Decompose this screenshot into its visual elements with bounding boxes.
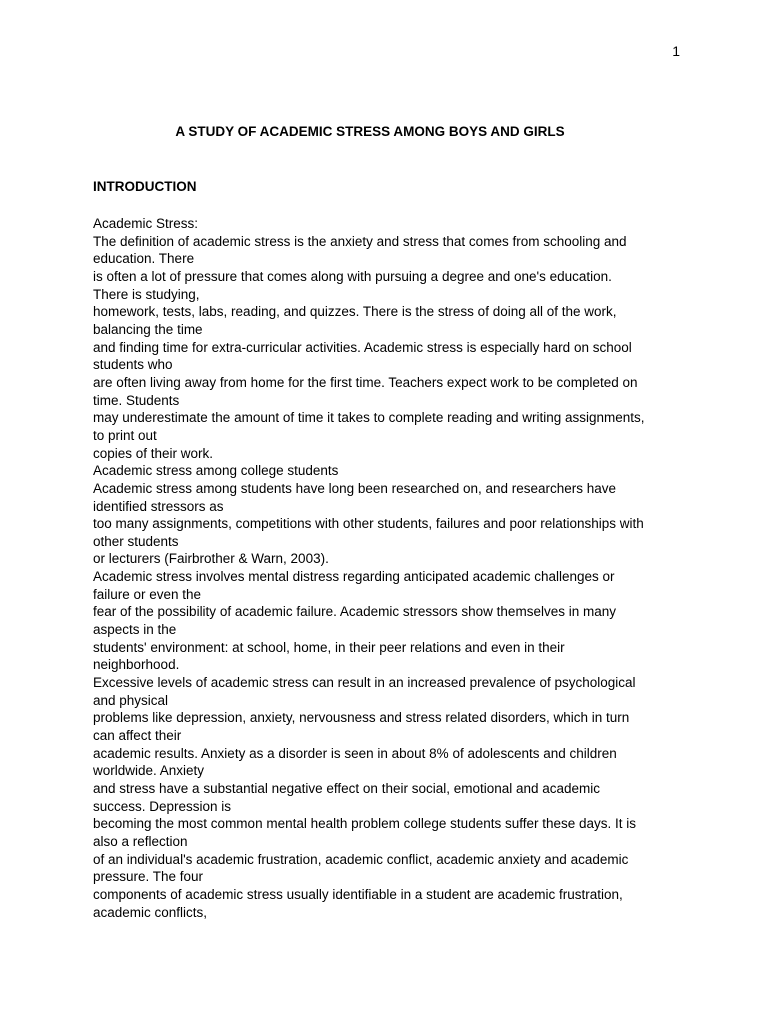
text-line: students who bbox=[93, 357, 173, 373]
text-line: academic conflicts, bbox=[93, 904, 208, 920]
text-line: and stress have a substantial negative effect on their social, emotional and academic bbox=[93, 781, 601, 796]
text-line: components of academic stress usually identifiable in a student are academic frustration, bbox=[93, 886, 623, 902]
text-line: becoming the most common mental health problem college students suffer these days. It is bbox=[93, 816, 637, 832]
text-line: success. Depression is bbox=[93, 798, 232, 814]
text-line: may underestimate the amount of time it takes to complete reading and writing assignments, bbox=[93, 410, 645, 426]
text-line: and physical bbox=[93, 692, 169, 708]
text-line: to print out bbox=[93, 427, 157, 443]
text-line: too many assignments, competitions with other students, failures and poor relationships with bbox=[93, 516, 644, 532]
text-line: can affect their bbox=[93, 728, 182, 744]
text-line: There is studying, bbox=[93, 286, 200, 302]
text-line: fear of the possibility of academic failure. Academic stressors show themselves in many bbox=[93, 604, 616, 620]
text-line: time. Students bbox=[93, 392, 180, 408]
text-line: homework, tests, labs, reading, and quizzes. There is the stress of doing all of the work, bbox=[93, 304, 617, 320]
text-line: Academic stress among students have long been researched on, and researchers have bbox=[93, 480, 617, 496]
text-line: other students bbox=[93, 533, 179, 549]
text-line: aspects in the bbox=[93, 622, 177, 638]
text-line: Academic stress among college students bbox=[93, 463, 339, 479]
text-line: education. There bbox=[93, 251, 195, 267]
text-line: of an individual's academic frustration, academic conflict, academic anxiety and academic bbox=[93, 851, 629, 867]
text-line: pressure. The four bbox=[93, 869, 204, 885]
text-line: is often a lot of pressure that comes along with pursuing a degree and one's education. bbox=[93, 268, 612, 284]
text-line: or lecturers (Fairbrother & Warn, 2003). bbox=[93, 551, 329, 567]
text-line: Academic stress involves mental distress regarding anticipated academic challenges or bbox=[93, 569, 615, 585]
text-line: The definition of academic stress is the anxiety and stress that comes from schooling and bbox=[93, 233, 627, 249]
section-heading-introduction: INTRODUCTION bbox=[93, 179, 197, 194]
document-title: A STUDY OF ACADEMIC STRESS AMONG BOYS AND GIRLS bbox=[175, 124, 565, 139]
text-line: are often living away from home for the first time. Teachers expect work to be completed on bbox=[93, 374, 638, 390]
text-line: copies of their work. bbox=[93, 445, 214, 461]
text-line: identified stressors as bbox=[93, 498, 224, 514]
text-line: worldwide. Anxiety bbox=[93, 763, 205, 779]
text-line: and finding time for extra-curricular activities. Academic stress is especially hard on school bbox=[93, 339, 632, 355]
text-line: balancing the time bbox=[93, 321, 203, 337]
text-line: students' environment: at school, home, in their peer relations and even in their bbox=[93, 639, 565, 655]
page-number: 1 bbox=[672, 43, 680, 59]
text-line: problems like depression, anxiety, nervousness and stress related disorders, which in turn bbox=[93, 710, 630, 726]
text-line: Academic Stress: bbox=[93, 216, 199, 231]
text-line: academic results. Anxiety as a disorder is seen in about 8% of adolescents and children bbox=[93, 745, 617, 761]
text-line: also a reflection bbox=[93, 833, 188, 849]
text-line: Excessive levels of academic stress can result in an increased prevalence of psychological bbox=[93, 675, 636, 691]
text-line: failure or even the bbox=[93, 586, 202, 602]
text-line: neighborhood. bbox=[93, 657, 180, 673]
body-text bbox=[93, 215, 693, 921]
